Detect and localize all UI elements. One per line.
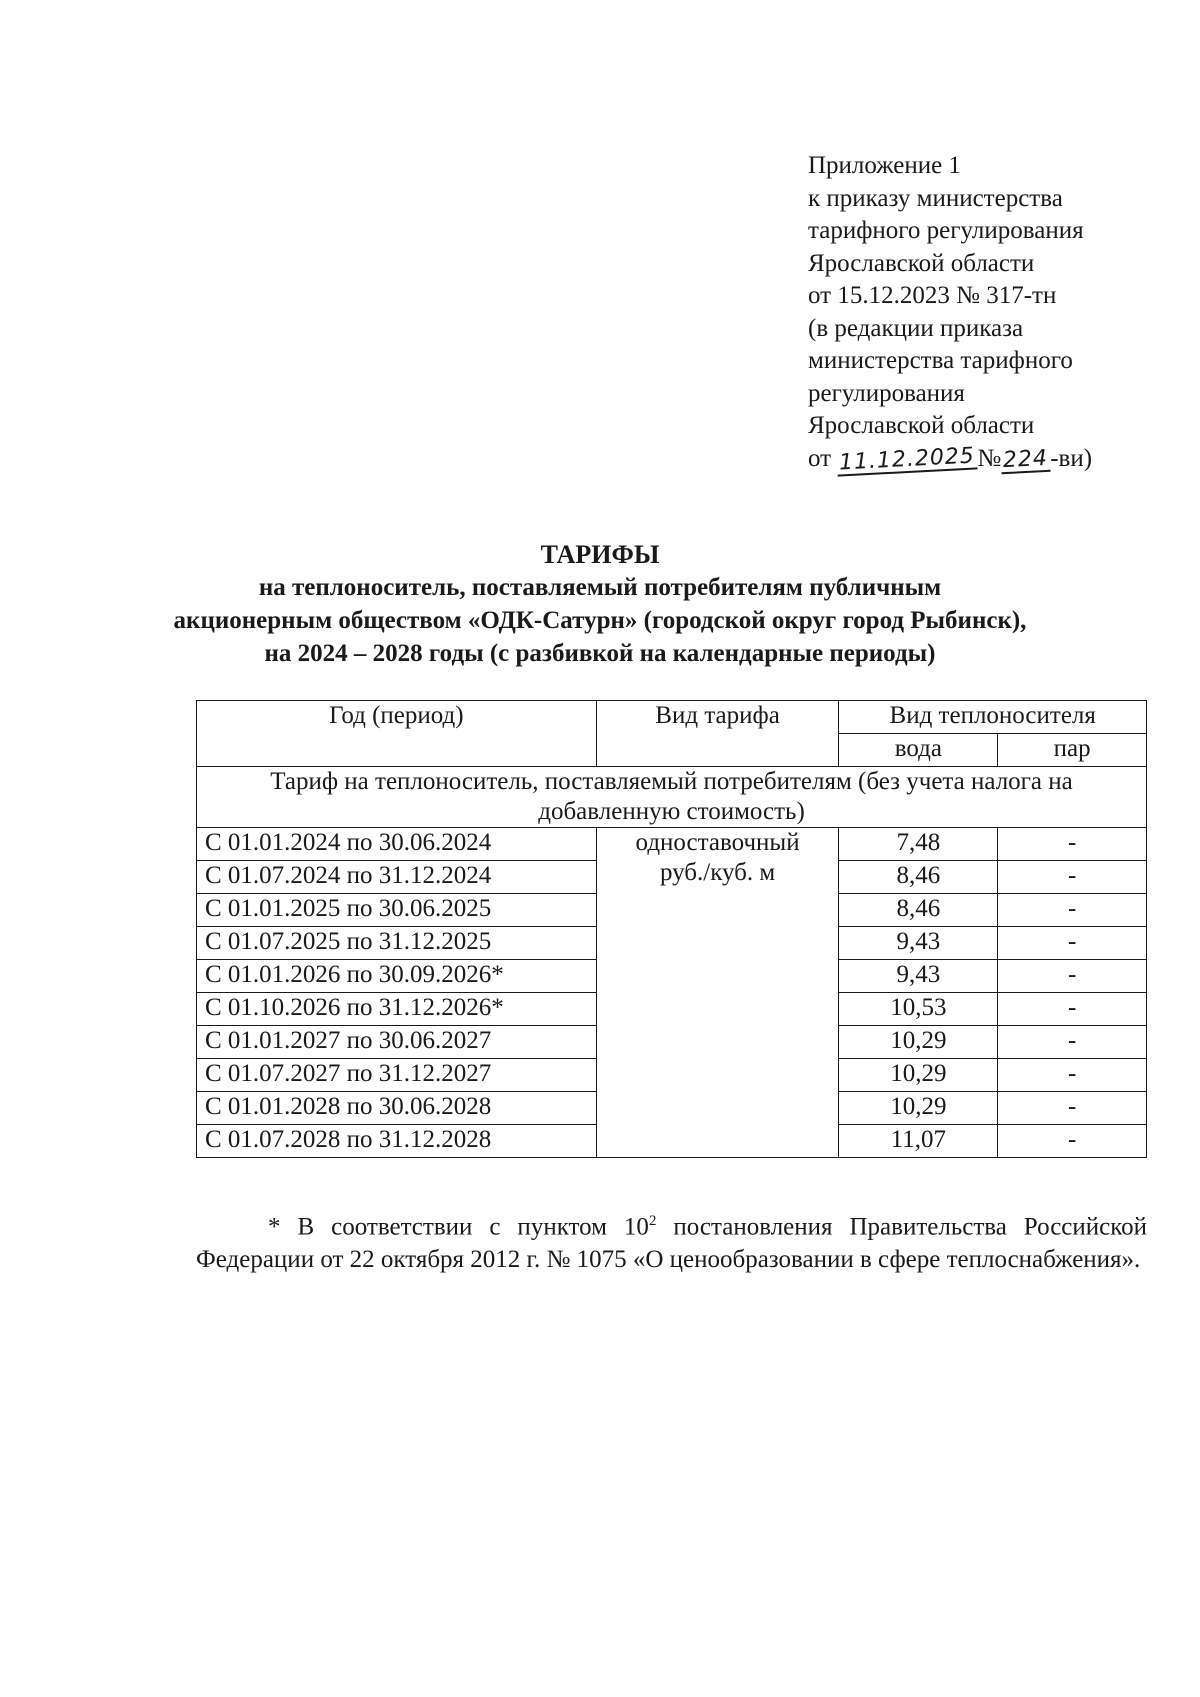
row-water-value: 8,46 (839, 894, 998, 927)
row-steam-value: - (998, 1059, 1147, 1092)
document-title (150, 538, 1050, 670)
annex-line: от 15.12.2023 № 317-тн (808, 282, 1057, 309)
footnote (196, 1205, 1147, 1276)
row-steam-value: - (998, 960, 1147, 993)
row-water-value: 10,29 (839, 1026, 998, 1059)
annex-line: Ярославской области (808, 412, 1035, 439)
row-period: С 01.07.2027 по 31.12.2027 (197, 1059, 597, 1092)
header-steam: пар (998, 734, 1147, 767)
table-row (197, 828, 1147, 861)
table-header-row (197, 701, 1147, 734)
row-water-value: 11,07 (839, 1125, 998, 1158)
footnote-part1: * В соответствии с пунктом 10 (268, 1213, 649, 1241)
row-steam-value: - (998, 828, 1147, 861)
annex-line: министерства тарифного (808, 347, 1073, 374)
tariff-type-label: одноставочный (635, 829, 800, 856)
row-steam-value: - (998, 861, 1147, 894)
row-period: С 01.01.2024 по 30.06.2024 (197, 828, 597, 861)
title-main: ТАРИФЫ (540, 540, 660, 569)
row-steam-value: - (998, 1125, 1147, 1158)
tariff-type-cell (596, 828, 839, 1158)
row-water-value: 8,46 (839, 861, 998, 894)
header-heat-carrier: Вид теплоносителя (839, 701, 1147, 734)
row-water-value: 10,29 (839, 1092, 998, 1125)
row-water-value: 10,29 (839, 1059, 998, 1092)
row-period: С 01.01.2026 по 30.09.2026* (197, 960, 597, 993)
amendment-prefix: от (808, 444, 838, 472)
annex-line: Ярославской области (808, 249, 1035, 277)
row-period: С 01.07.2024 по 31.12.2024 (197, 861, 597, 894)
row-period: С 01.07.2028 по 31.12.2028 (197, 1125, 597, 1158)
tariff-unit-label: руб./куб. м (659, 859, 776, 886)
footnote-part2: постановления Правительства Российской Федерации от 22 октября 2012 г. № 1075 «О ценообразовании в сфере теплоснабжения». (196, 1213, 1148, 1274)
table-section-row (197, 767, 1147, 828)
annex-line: регулирования (808, 379, 965, 407)
row-steam-value: - (998, 1026, 1147, 1059)
handwritten-number: 224 (1001, 447, 1051, 474)
annex-block (808, 150, 1092, 475)
footnote-text (196, 1205, 1147, 1276)
row-steam-value: - (998, 993, 1147, 1026)
row-water-value: 9,43 (839, 927, 998, 960)
title-line: на 2024 – 2028 годы (с разбивкой на календарные периоды) (264, 640, 936, 667)
annex-amendment-line (808, 443, 1092, 476)
annex-line: тарифного регулирования (808, 217, 1084, 244)
header-tariff-type: Вид тарифа (596, 701, 839, 767)
row-steam-value: - (998, 1092, 1147, 1125)
row-period: С 01.01.2025 по 30.06.2025 (197, 894, 597, 927)
annex-line: (в редакции приказа (808, 314, 1024, 342)
annex-line: к приказу министерства (808, 184, 1063, 212)
handwritten-date: 11.12.2025 (837, 445, 978, 476)
row-water-value: 9,43 (839, 960, 998, 993)
title-line: на теплоноситель, поставляемый потребителям публичным (258, 574, 942, 601)
footnote-superscript: 2 (648, 1213, 657, 1229)
row-steam-value: - (998, 927, 1147, 960)
section-title: Тариф на теплоноситель, поставляемый потребителям (без учета налога на добавленную стоимость) (197, 767, 1147, 828)
row-period: С 01.07.2025 по 31.12.2025 (197, 927, 597, 960)
annex-line: Приложение 1 (808, 152, 961, 179)
row-water-value: 7,48 (839, 828, 998, 861)
row-period: С 01.10.2026 по 31.12.2026* (197, 993, 597, 1026)
row-period: С 01.01.2027 по 30.06.2027 (197, 1026, 597, 1059)
header-period: Год (период) (197, 701, 597, 767)
header-water: вода (839, 734, 998, 767)
title-line: акционерным обществом «ОДК-Сатурн» (городской округ город Рыбинск), (173, 607, 1027, 634)
row-water-value: 10,53 (839, 993, 998, 1026)
row-steam-value: - (998, 894, 1147, 927)
amendment-suffix: -ви) (1050, 444, 1093, 472)
row-period: С 01.01.2028 по 30.06.2028 (197, 1092, 597, 1125)
amendment-number-sign: № (977, 444, 1002, 472)
tariffs-table (196, 700, 1147, 1158)
